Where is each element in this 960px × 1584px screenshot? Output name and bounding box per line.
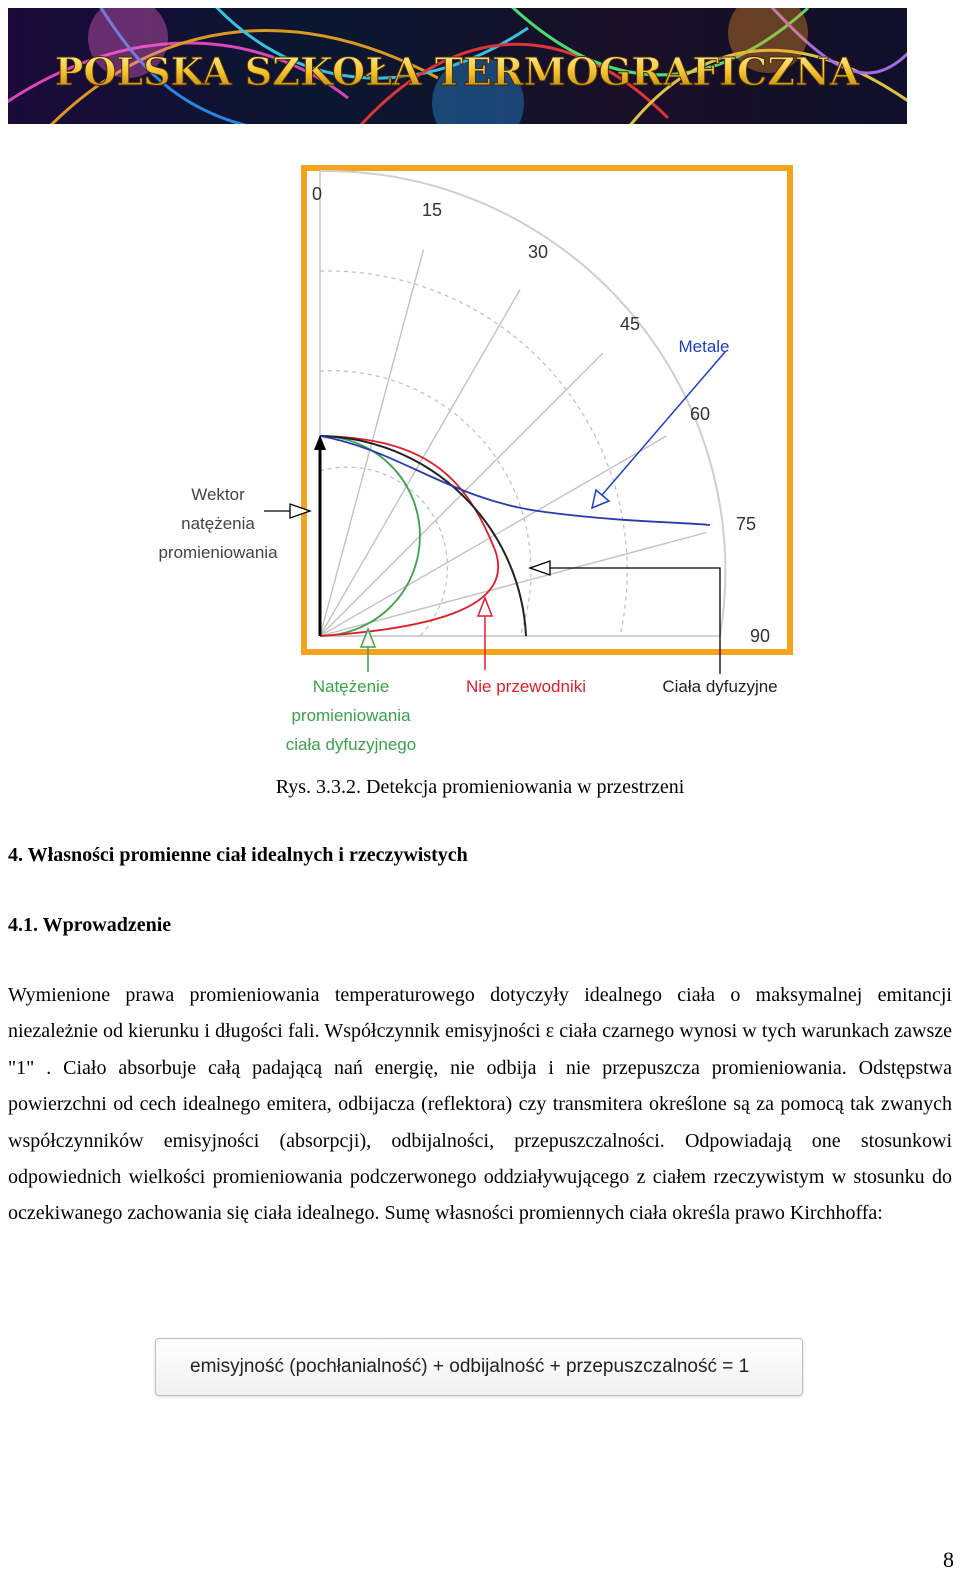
label-wektor-1: Wektor <box>191 485 245 504</box>
angle-label-60: 60 <box>690 404 711 424</box>
label-metale: Metale <box>678 337 730 356</box>
body-paragraph: Wymienione prawa promieniowania temperaturowego dotyczyły idealnego ciała o maksymalnej emitancji niezależnie od kierunku i długości fali. Współczynnik emisyjności ε ciała czarnego wynosi w tych warunkach zawsze "1" . Ciało absorbuje całą padającą nań energię, nie odbija i nie przepuszcza promieniowania. Odstępstwa powierzchni od cech idealnego emitera, odbijacza (reflektora) czy transmitera określone są za pomocą tak zwanych współczynników emisyjności (absorpcji), odbijalności, przepuszczalności. Odpowiadają one stosunkowi odpowiednich wielkości promieniowania podczerwonego oddziaływującego z ciałem rzeczywistym w stosunku do oczekiwanego zachowania się ciała idealnego. Sumę własności promiennych ciała określa prawo Kirchhoffa: <box>8 984 952 1225</box>
angle-label-15: 15 <box>422 200 443 220</box>
angle-label-90: 90 <box>750 626 771 646</box>
section-heading: 4. Własności promienne ciał idealnych i rzeczywistych <box>8 844 468 866</box>
kirchhoff-formula-box <box>155 1338 803 1396</box>
label-natezenie-1: Natężenie <box>312 677 390 696</box>
page-number: 8 <box>943 1547 954 1572</box>
angle-label-30: 30 <box>528 242 549 262</box>
label-natezenie-2: promieniowania <box>291 706 411 725</box>
figure-caption: Rys. 3.3.2. Detekcja promieniowania w przestrzeni <box>275 776 685 798</box>
subsection-heading: 4.1. Wprowadzenie <box>8 914 172 936</box>
banner-graphic <box>8 8 907 124</box>
label-natezenie-3: ciała dyfuzyjnego <box>285 735 417 754</box>
banner-title: POLSKA SZKOŁA TERMOGRAFICZNA <box>54 49 860 94</box>
angle-label-0: 0 <box>312 184 323 204</box>
header-banner <box>8 8 907 124</box>
angle-label-75: 75 <box>736 514 757 534</box>
label-wektor-3: promieniowania <box>158 543 278 562</box>
polar-diagram <box>140 160 820 770</box>
label-nieprzewodniki: Nie przewodniki <box>466 677 586 696</box>
label-wektor-2: natężenia <box>181 514 255 533</box>
kirchhoff-formula: emisyjność (pochłanialność) + odbijalność + przepuszczalność = 1 <box>190 1356 750 1377</box>
angle-label-45: 45 <box>620 314 641 334</box>
label-dyfuzyjne: Ciała dyfuzyjne <box>662 677 778 696</box>
